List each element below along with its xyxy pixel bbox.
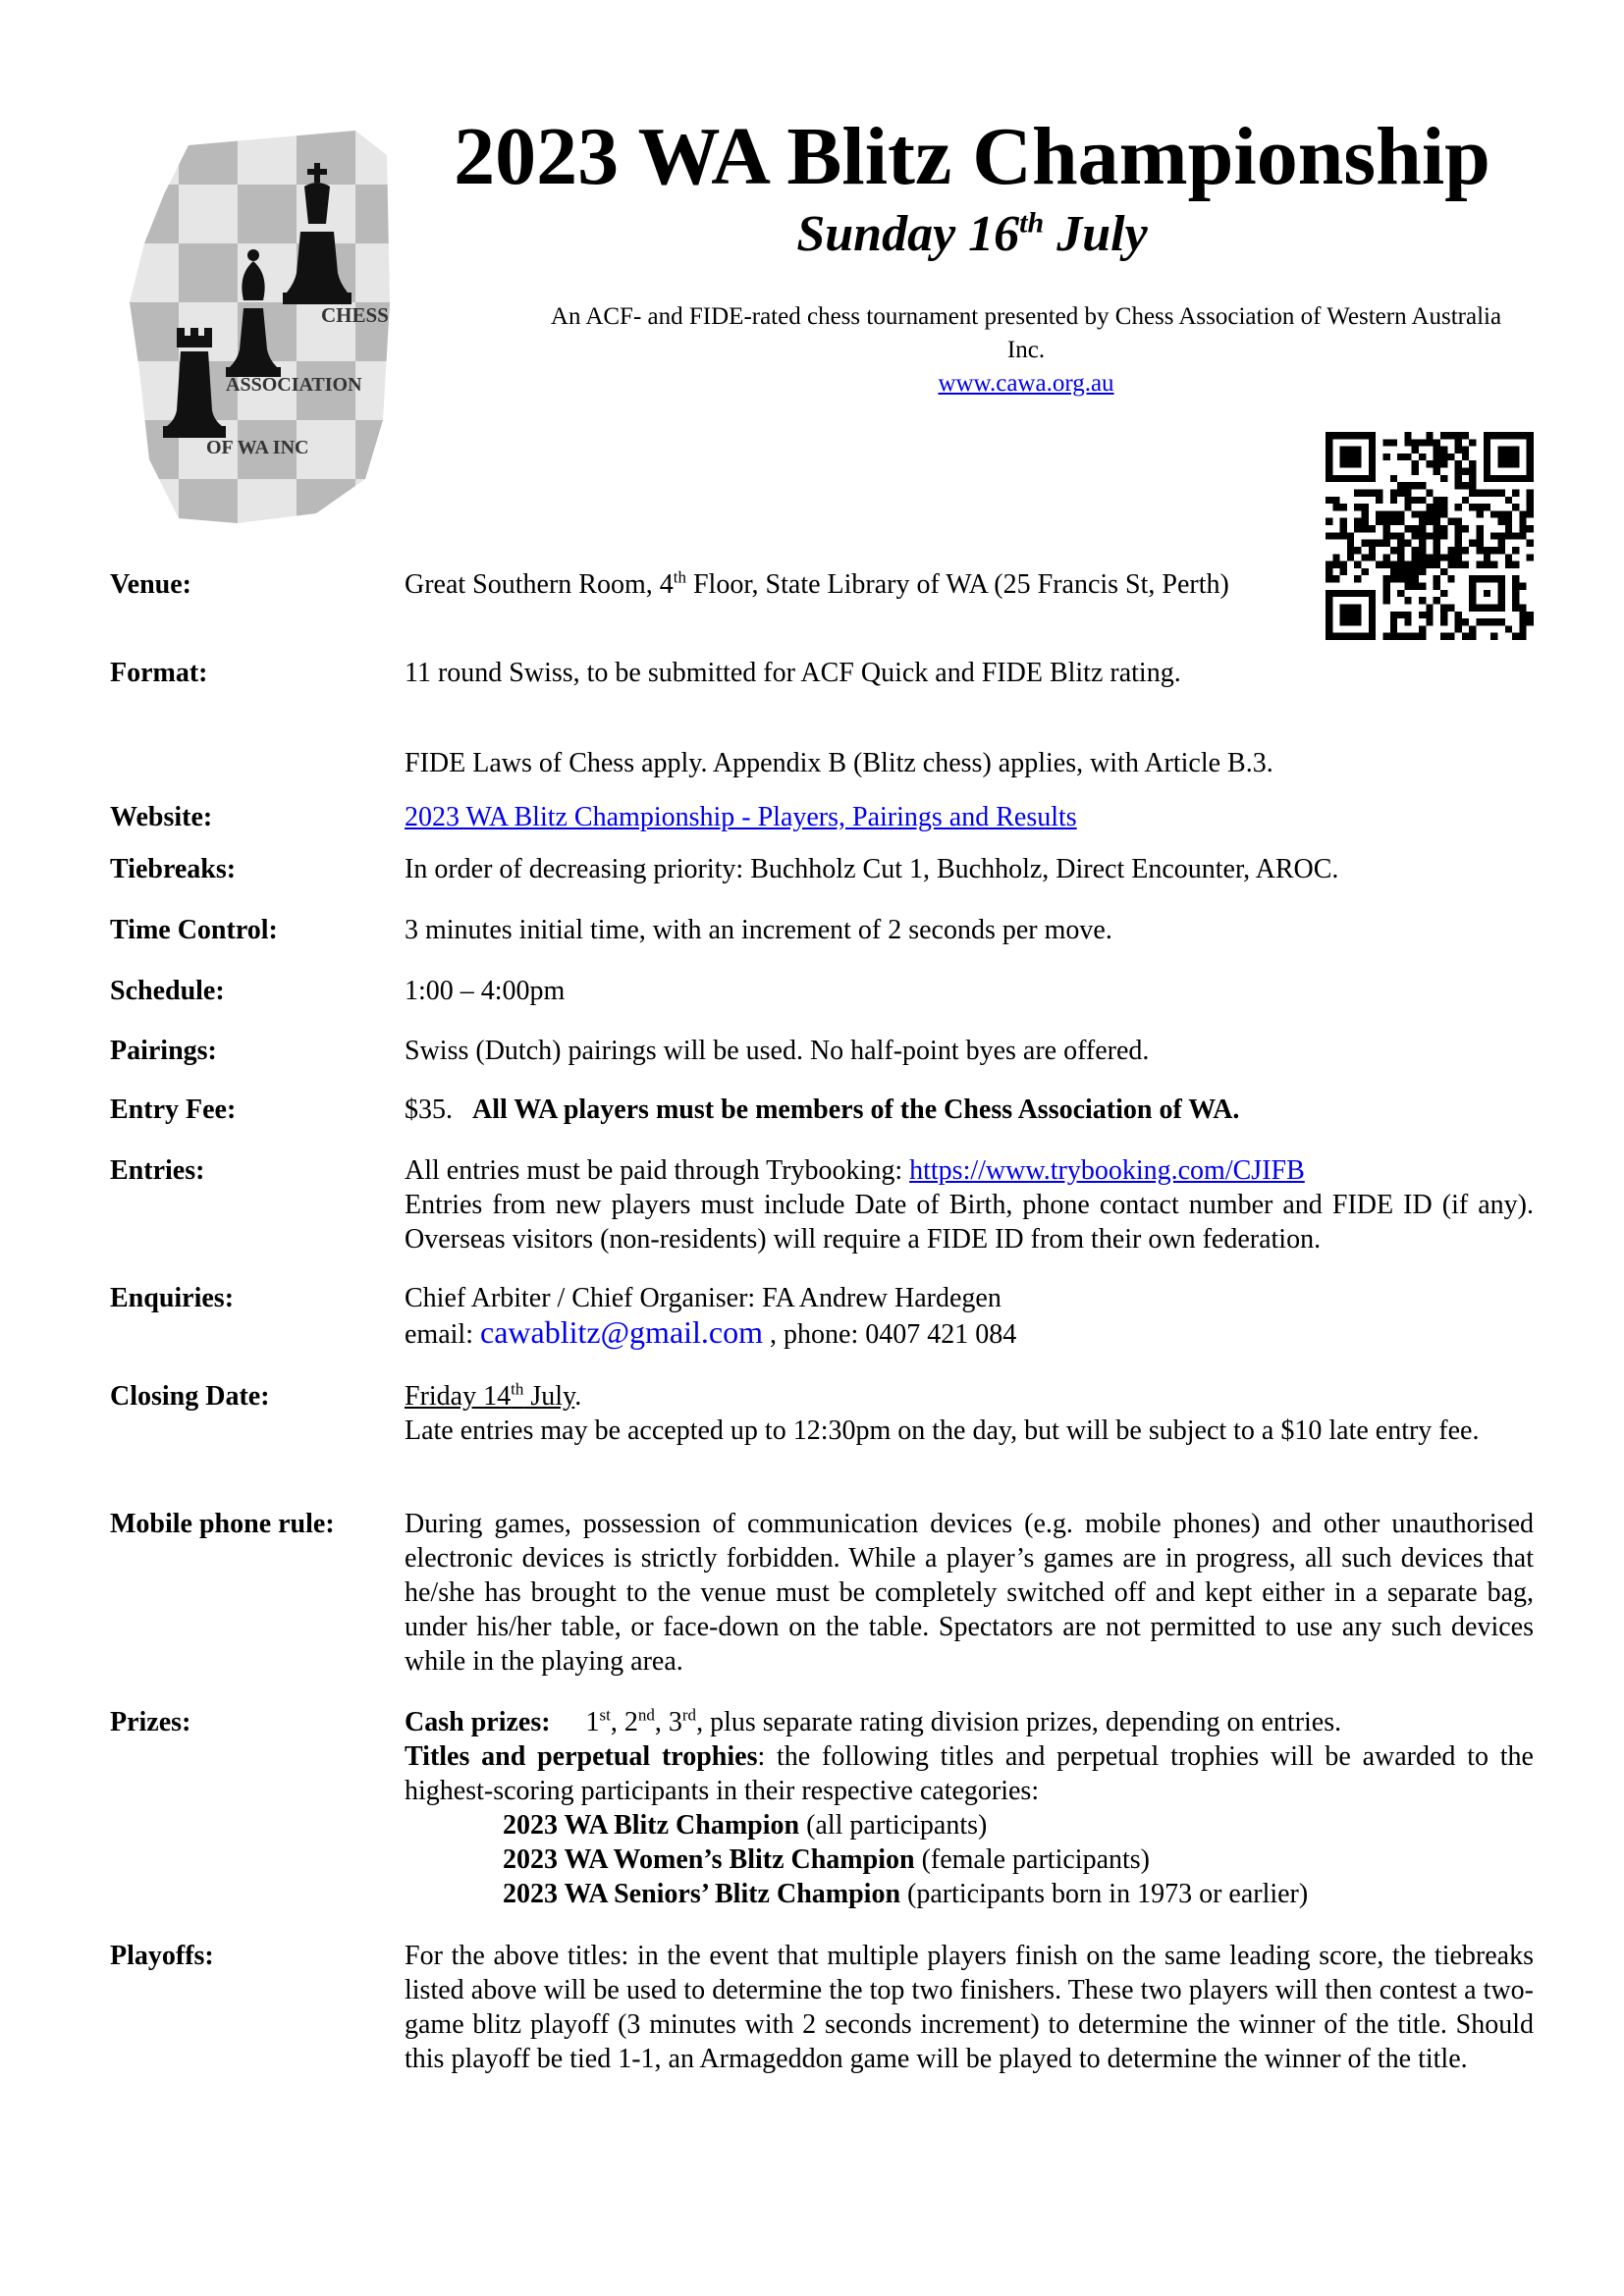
email-prefix: email: <box>405 1319 480 1350</box>
format-label: Format: <box>110 658 208 688</box>
mobile-rule-label: Mobile phone rule: <box>110 1509 335 1539</box>
entries-requirements: Entries from new players must include Date of Birth, phone contact number and FIDE ID (if any). Overseas visitors (non-residents) will require a FIDE ID from their own federation. <box>405 1190 1534 1255</box>
qr-code-icon <box>1326 432 1534 640</box>
trybooking-link[interactable]: https://www.trybooking.com/CJIFB <box>909 1155 1305 1186</box>
format-value-2: FIDE Laws of Chess apply. Appendix B (Blitz chess) applies, with Article B.3. <box>405 748 1273 778</box>
phone-text: , phone: 0407 421 084 <box>763 1319 1017 1350</box>
format-value-1: 11 round Swiss, to be submitted for ACF Quick and FIDE Blitz rating. <box>405 658 1181 688</box>
titles-label: Titles and perpetual trophies <box>405 1741 758 1772</box>
cash-prizes <box>405 1705 1534 1739</box>
enquiries-value <box>405 1281 1534 1352</box>
closing-date-value <box>405 1379 1534 1448</box>
entry-fee-label: Entry Fee: <box>110 1095 237 1125</box>
tiebreaks-value: In order of decreasing priority: Buchholz Cut 1, Buchholz, Direct Encounter, AROC. <box>405 854 1339 884</box>
enquiries-label: Enquiries: <box>110 1283 235 1313</box>
closing-date-sup: th <box>511 1379 524 1399</box>
intro <box>530 300 1522 400</box>
titles-text: : the following titles and perpetual trophies will be awarded to the highest-scoring participants in their respective categories: <box>405 1741 1534 1806</box>
titles-trophies <box>405 1739 1534 1808</box>
mobile-rule-value: During games, possession of communication devices (e.g. mobile phones) and other unauthorised electronic devices is strictly forbidden. While a player’s games are in progress, all such devices that he/she has brought to the venue must be completely switched off and kept either in a separate bag, under his/her table, or face-down on the table. Spectators are not permitted to use any such devices while in the playing area. <box>405 1509 1534 1677</box>
venue-text-1: Great Southern Room, 4 <box>405 569 674 600</box>
title-3: 2023 WA Seniors’ Blitz Champion <box>503 1879 901 1909</box>
title-1-note: (all participants) <box>799 1810 988 1841</box>
playoffs-value: For the above titles: in the event that multiple players finish on the same leading score, the tiebreaks listed above will be used to determine the top two finishers. These two players will then contest a two-game blitz playoff (3 minutes with 2 seconds increment) to determine the winner of the title. Should this playoff be tied 1-1, an Armageddon game will be played to determine the winner of the title. <box>405 1941 1534 2074</box>
entry-fee-value <box>405 1093 1534 1127</box>
playoffs-label: Playoffs: <box>110 1941 214 1971</box>
late-entries-text: Late entries may be accepted up to 12:30pm on the day, but will be subject to a $10 late entry fee. <box>405 1415 1480 1446</box>
title-1: 2023 WA Blitz Champion <box>503 1810 800 1841</box>
pairings-label: Pairings: <box>110 1036 217 1066</box>
website-label: Website: <box>110 802 213 832</box>
title-blitz-champion <box>405 1808 1534 1842</box>
enquiries-contact: Chief Arbiter / Chief Organiser: FA Andrew Hardegen <box>405 1283 1001 1313</box>
prize-3-sup: rd <box>681 1705 697 1725</box>
closing-date-label: Closing Date: <box>110 1381 270 1412</box>
logo-text-of-wa: OF WA INC <box>206 437 309 458</box>
prize-1: 1 <box>585 1707 600 1737</box>
title-2-note: (female participants) <box>914 1844 1150 1875</box>
time-control-value: 3 minutes initial time, with an increment of 2 seconds per move. <box>405 915 1112 945</box>
prize-3: , 3 <box>654 1707 682 1737</box>
entries-label: Entries: <box>110 1155 205 1186</box>
entry-fee-amount: $35. <box>405 1095 453 1125</box>
venue-sup: th <box>673 567 686 587</box>
closing-date-text: Friday 14 <box>405 1381 512 1412</box>
title-2: 2023 WA Women’s Blitz Champion <box>503 1844 915 1875</box>
results-link[interactable]: 2023 WA Blitz Championship - Players, Pairings and Results <box>405 802 1077 832</box>
page-title: 2023 WA Blitz Championship <box>454 111 1490 202</box>
venue-value <box>405 567 1367 602</box>
prize-2: , 2 <box>610 1707 638 1737</box>
event-date-sup: th <box>1019 206 1045 240</box>
closing-date-month: July <box>523 1381 575 1412</box>
prize-2-sup: nd <box>637 1705 655 1725</box>
event-date <box>373 206 1571 262</box>
title-3-note: (participants born in 1973 or earlier) <box>900 1879 1309 1909</box>
venue-label: Venue: <box>110 569 191 600</box>
closing-date <box>405 1381 574 1412</box>
entry-fee-note: All WA players must be members of the Chess Association of WA. <box>472 1095 1240 1125</box>
event-date-day: Sunday 16 <box>796 206 1020 262</box>
schedule-value: 1:00 – 4:00pm <box>405 976 566 1006</box>
prizes-value <box>405 1705 1534 1911</box>
tiebreaks-label: Tiebreaks: <box>110 854 237 884</box>
cash-prizes-label: Cash prizes: <box>405 1707 551 1737</box>
entries-text: All entries must be paid through Trybooking: <box>405 1155 910 1186</box>
website-link[interactable]: www.cawa.org.au <box>938 369 1114 397</box>
intro-text: An ACF- and FIDE-rated chess tournament presented by Chess Association of Western Australia Inc. <box>550 303 1502 363</box>
email-link[interactable]: cawablitz@gmail.com <box>479 1314 764 1350</box>
closing-date-period: . <box>574 1381 582 1412</box>
entries-value <box>405 1153 1534 1256</box>
prizes-label: Prizes: <box>110 1707 191 1737</box>
title-seniors-champion <box>405 1877 1534 1911</box>
time-control-label: Time Control: <box>110 915 278 945</box>
prize-1-sup: st <box>599 1705 611 1725</box>
title-womens-champion <box>405 1842 1534 1877</box>
cash-prizes-rest: , plus separate rating division prizes, depending on entries. <box>696 1707 1342 1737</box>
event-date-month: July <box>1056 206 1148 262</box>
schedule-label: Schedule: <box>110 976 225 1006</box>
venue-text-2: Floor, State Library of WA (25 Francis St, Perth) <box>685 569 1229 600</box>
logo-text-chess: CHESS <box>321 303 389 327</box>
pairings-value: Swiss (Dutch) pairings will be used. No half-point byes are offered. <box>405 1036 1150 1066</box>
logo-text-association: ASSOCIATION <box>226 374 362 396</box>
chess-association-logo <box>120 126 393 528</box>
